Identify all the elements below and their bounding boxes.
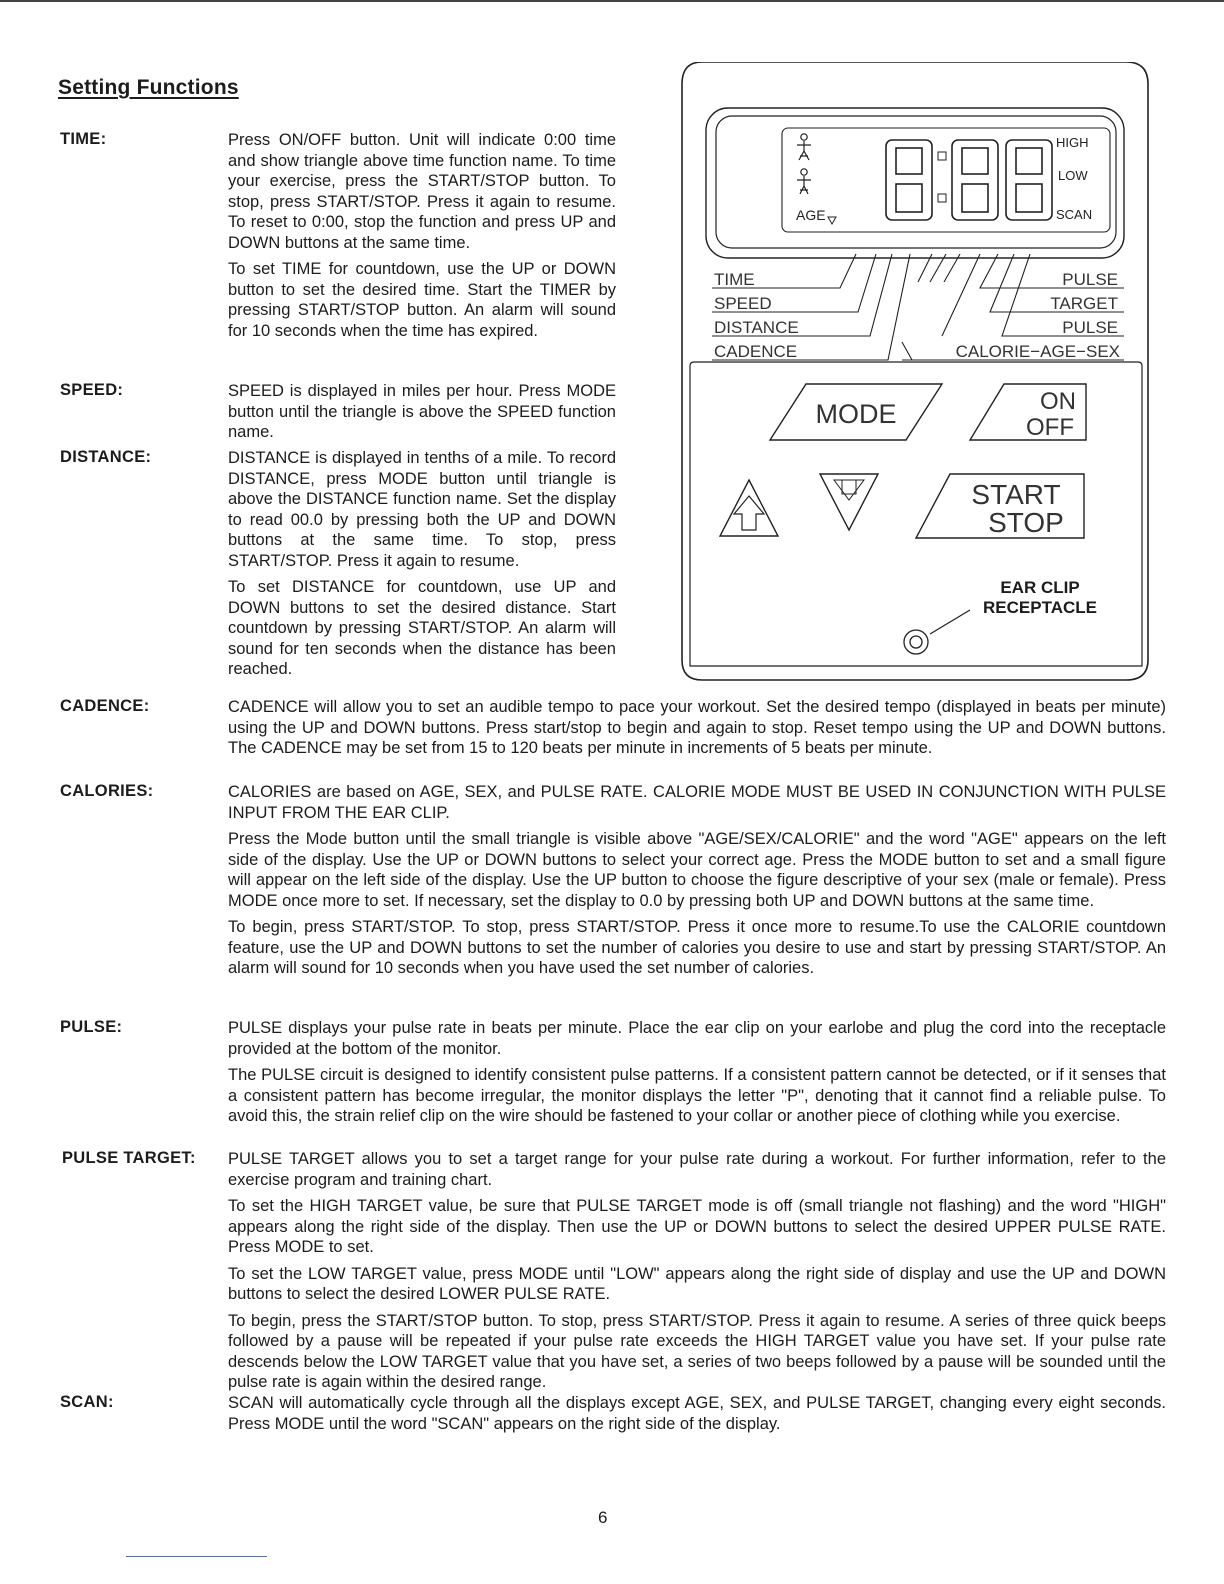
display-high-label: HIGH <box>1056 135 1089 150</box>
colon-top <box>938 152 946 160</box>
distance-body <box>228 448 616 680</box>
page-title: Setting Functions <box>58 76 239 99</box>
fn-pulse-2: PULSE <box>1062 318 1118 337</box>
ear-clip-label <box>960 578 1120 618</box>
pulse-target-paragraph: PULSE TARGET allows you to set a target range for your pulse rate during a workout. For further information, refer to the exercise program and training chart. <box>228 1150 1166 1189</box>
down-button[interactable] <box>820 474 878 530</box>
display-scan-label: SCAN <box>1056 207 1093 222</box>
pulse-target-low-paragraph: To set the LOW TARGET value, press MODE until "LOW" appears along the right side of display and use the UP and DOWN buttons to select the desired LOWER PULSE RATE. <box>228 1264 1166 1303</box>
fn-target: TARGET <box>1050 294 1118 313</box>
scan-body <box>228 1393 1166 1434</box>
on-button-label: ON <box>1040 388 1076 415</box>
scan-paragraph: SCAN will automatically cycle through all the displays except AGE, SEX, and PULSE TARGET, changing every eight seconds. Press MODE until the word "SCAN" appears on the right side of the display. <box>228 1394 1166 1433</box>
time-countdown-paragraph: To set TIME for countdown, use the UP or DOWN button to set the desired time. Start the TIMER by pressing START/STOP button. An alarm will sound for 10 seconds when the time has expired. <box>228 260 616 340</box>
time-paragraph: Press ON/OFF button. Unit will indicate 0:00 time and show triangle above time function name. To time your exercise, press the START/STOP button. To stop, press START/STOP. Press it again to resume. To reset to 0:00, stop the function and press UP and DOWN buttons at the same time. <box>228 131 616 252</box>
fn-distance: DISTANCE <box>714 318 799 337</box>
pulse-target-high-paragraph: To set the HIGH TARGET value, be sure that PULSE TARGET mode is off (small triangle not flashing) and the word "HIGH" appears along the right side of the display. Then use the UP or DOWN buttons to select the desired UPPER PULSE RATE. Press MODE to set. <box>228 1197 1166 1256</box>
pulse-target-label: PULSE TARGET: <box>62 1149 196 1167</box>
fn-calorie-age-sex: CALORIE−AGE−SEX <box>955 342 1120 361</box>
start-button-label: START <box>971 479 1061 510</box>
page-number: 6 <box>598 1508 608 1527</box>
digit-1 <box>886 140 932 220</box>
fn-cadence: CADENCE <box>714 342 798 361</box>
distance-countdown-paragraph: To set DISTANCE for countdown, use UP and DOWN buttons to set the desired distance. Start countdown by pressing START/STOP. An alarm will sound for ten seconds when the distance has been reached. <box>228 578 616 678</box>
footer-rule <box>126 1556 267 1557</box>
fn-speed: SPEED <box>714 294 772 313</box>
start-stop-button[interactable] <box>916 474 1084 538</box>
calories-setup-paragraph: Press the Mode button until the small triangle is visible above "AGE/SEX/CALORIE" and the word "AGE" appears on the left side of the display. Use the UP or DOWN buttons to select your correct age. Press the MODE button to set and a small figure will appear on the left side of the display. Use the UP button to choose the figure descriptive of your sex (male or female). Press MODE once more to set. If necessary, set the display to 0.0 by pressing both UP and DOWN buttons at the same time. <box>228 830 1166 910</box>
cadence-paragraph: CADENCE will allow you to set an audible tempo to pace your workout. Set the desired tempo (displayed in beats per minute) using the UP and DOWN buttons. Press start/stop to begin and again to stop. Reset tempo using the UP and DOWN buttons. The CADENCE may be set from 15 to 120 beats per minute in increments of 5 beats per minute. <box>228 698 1166 757</box>
distance-paragraph: DISTANCE is displayed in tenths of a mile. To record DISTANCE, press MODE button until triangle is above the DISTANCE function name. Set the display to read 00.0 by pressing both the UP and DOWN buttons at the same time. To stop, press START/STOP. Press it again to resume. <box>228 449 616 570</box>
speed-body <box>228 381 616 443</box>
mode-button[interactable] <box>770 384 942 440</box>
scan-label: SCAN: <box>60 1393 114 1411</box>
pulse-paragraph: PULSE displays your pulse rate in beats per minute. Place the ear clip on your earlobe and plug the cord into the receptacle provided at the bottom of the monitor. <box>228 1019 1166 1058</box>
figure-icons <box>797 134 811 194</box>
on-off-button[interactable] <box>970 384 1086 441</box>
digit-2 <box>952 140 998 220</box>
pulse-target-body <box>228 1149 1166 1393</box>
colon-bottom <box>938 194 946 202</box>
calories-countdown-paragraph: To begin, press START/STOP. To stop, press START/STOP. Press it once more to resume.To use the CALORIE countdown feature, use the UP and DOWN buttons to set the number of calories you desire to use and start by pressing START/STOP. An alarm will sound for 10 seconds when you have used the set number of calories. <box>228 918 1166 977</box>
display-low-label: LOW <box>1058 168 1088 183</box>
top-rule <box>0 0 1224 2</box>
fn-pulse: PULSE <box>1062 270 1118 289</box>
stop-button-label: STOP <box>988 507 1064 538</box>
display-age-label: AGE <box>796 207 826 223</box>
cadence-label: CADENCE: <box>60 697 150 715</box>
up-button[interactable] <box>720 480 778 536</box>
digit-3 <box>1006 140 1052 220</box>
cadence-body <box>228 697 1166 759</box>
time-label: TIME: <box>60 130 107 148</box>
off-button-label: OFF <box>1026 414 1074 441</box>
pulse-target-begin-paragraph: To begin, press the START/STOP button. To stop, press START/STOP. Press it again to resume. A series of three quick beeps followed by a pause will be repeated if your pulse rate exceeds the HIGH TARGET value you have set. If your pulse rate descends below the LOW TARGET value that you have set, a series of two beeps followed by a pause will be sounded until the pulse rate is again within the desired range. <box>228 1311 1166 1391</box>
pulse-circuit-paragraph: The PULSE circuit is designed to identify consistent pulse patterns. If a consistent pattern cannot be detected, or if it senses that a consistent pattern has become irregular, the monitor displays the letter "P", denoting that it cannot find a reliable pulse. To avoid this, the strain relief clip on the wire should be fastened to your collar or another piece of clothing while you exercise. <box>228 1066 1166 1125</box>
calories-body <box>228 782 1166 979</box>
ear-clip-label-line2: RECEPTACLE <box>983 598 1097 617</box>
speed-paragraph: SPEED is displayed in miles per hour. Press MODE button until the triangle is above the SPEED function name. <box>228 382 616 441</box>
distance-label: DISTANCE: <box>60 448 152 466</box>
time-body <box>228 130 616 341</box>
fn-time: TIME <box>714 270 755 289</box>
ear-clip-label-line1: EAR CLIP <box>1000 578 1080 597</box>
pulse-label: PULSE: <box>60 1018 123 1036</box>
mode-button-label: MODE <box>815 399 897 429</box>
pulse-body <box>228 1018 1166 1127</box>
calories-label: CALORIES: <box>60 782 154 800</box>
speed-label: SPEED: <box>60 381 124 399</box>
calories-paragraph: CALORIES are based on AGE, SEX, and PULSE RATE. CALORIE MODE MUST BE USED IN CONJUNCTION WITH PULSE INPUT FROM THE EAR CLIP. <box>228 783 1166 822</box>
